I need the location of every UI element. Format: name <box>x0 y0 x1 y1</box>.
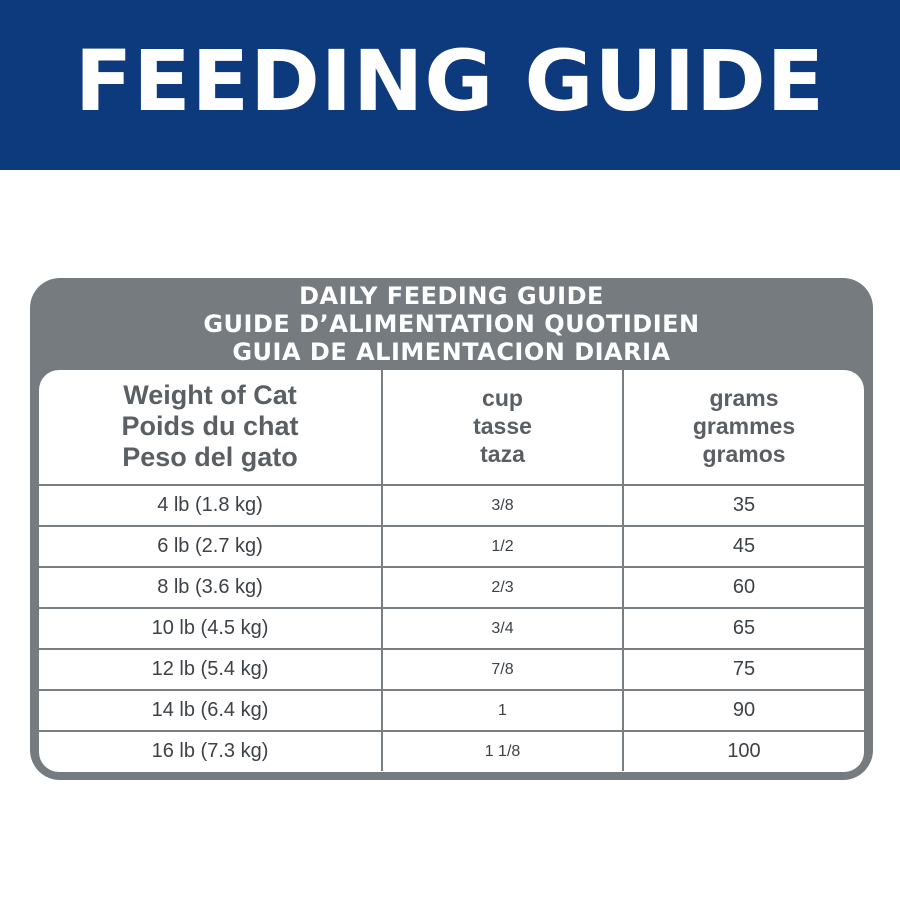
table-header <box>39 370 864 486</box>
heading-line-en: DAILY FEEDING GUIDE <box>299 282 604 310</box>
grams-cell: 45 <box>622 527 864 566</box>
table-row <box>39 609 864 650</box>
table-row <box>39 568 864 609</box>
cup-cell: 3/4 <box>381 609 622 648</box>
cup-cell: 7/8 <box>381 650 622 689</box>
table-row <box>39 527 864 568</box>
table-row <box>39 486 864 527</box>
heading-line-fr: GUIDE D’ALIMENTATION QUOTIDIEN <box>203 310 700 338</box>
weight-cell: 8 lb (3.6 kg) <box>157 576 263 598</box>
header-grams-en: grams <box>709 385 779 411</box>
cup-cell: 1/2 <box>381 527 622 566</box>
table-row <box>39 650 864 691</box>
header-weight <box>39 370 381 486</box>
table-body <box>39 486 864 772</box>
header-weight-en: Weight of Cat <box>123 380 297 410</box>
card-heading <box>30 282 873 366</box>
table-row <box>39 732 864 772</box>
header-cup-es: taza <box>480 441 525 467</box>
grams-cell: 75 <box>622 650 864 689</box>
feeding-table <box>39 370 864 772</box>
cup-cell: 1 1/8 <box>381 732 622 771</box>
weight-cell: 6 lb (2.7 kg) <box>157 535 263 557</box>
grams-cell: 35 <box>622 486 864 525</box>
cup-cell: 1 <box>381 691 622 730</box>
heading-line-es: GUIA DE ALIMENTACION DIARIA <box>232 338 671 366</box>
cup-cell: 3/8 <box>381 486 622 525</box>
feeding-guide-banner <box>0 0 900 170</box>
header-weight-es: Peso del gato <box>122 442 298 472</box>
header-cup <box>381 370 622 486</box>
banner-title: FEEDING GUIDE <box>74 32 826 130</box>
grams-cell: 100 <box>622 732 864 771</box>
weight-cell: 14 lb (6.4 kg) <box>151 699 269 721</box>
grams-cell: 65 <box>622 609 864 648</box>
cup-cell: 2/3 <box>381 568 622 607</box>
table-row <box>39 691 864 732</box>
header-cup-fr: tasse <box>473 413 532 439</box>
grams-cell: 60 <box>622 568 864 607</box>
header-grams-es: gramos <box>702 441 786 467</box>
weight-cell: 12 lb (5.4 kg) <box>151 658 269 680</box>
header-grams <box>622 370 864 486</box>
daily-feeding-guide-card <box>30 278 873 780</box>
weight-cell: 10 lb (4.5 kg) <box>151 617 269 639</box>
header-weight-fr: Poids du chat <box>121 411 299 441</box>
weight-cell: 16 lb (7.3 kg) <box>151 740 269 762</box>
header-grams-fr: grammes <box>692 413 796 439</box>
header-cup-en: cup <box>482 385 523 411</box>
grams-cell: 90 <box>622 691 864 730</box>
weight-cell: 4 lb (1.8 kg) <box>157 494 263 516</box>
